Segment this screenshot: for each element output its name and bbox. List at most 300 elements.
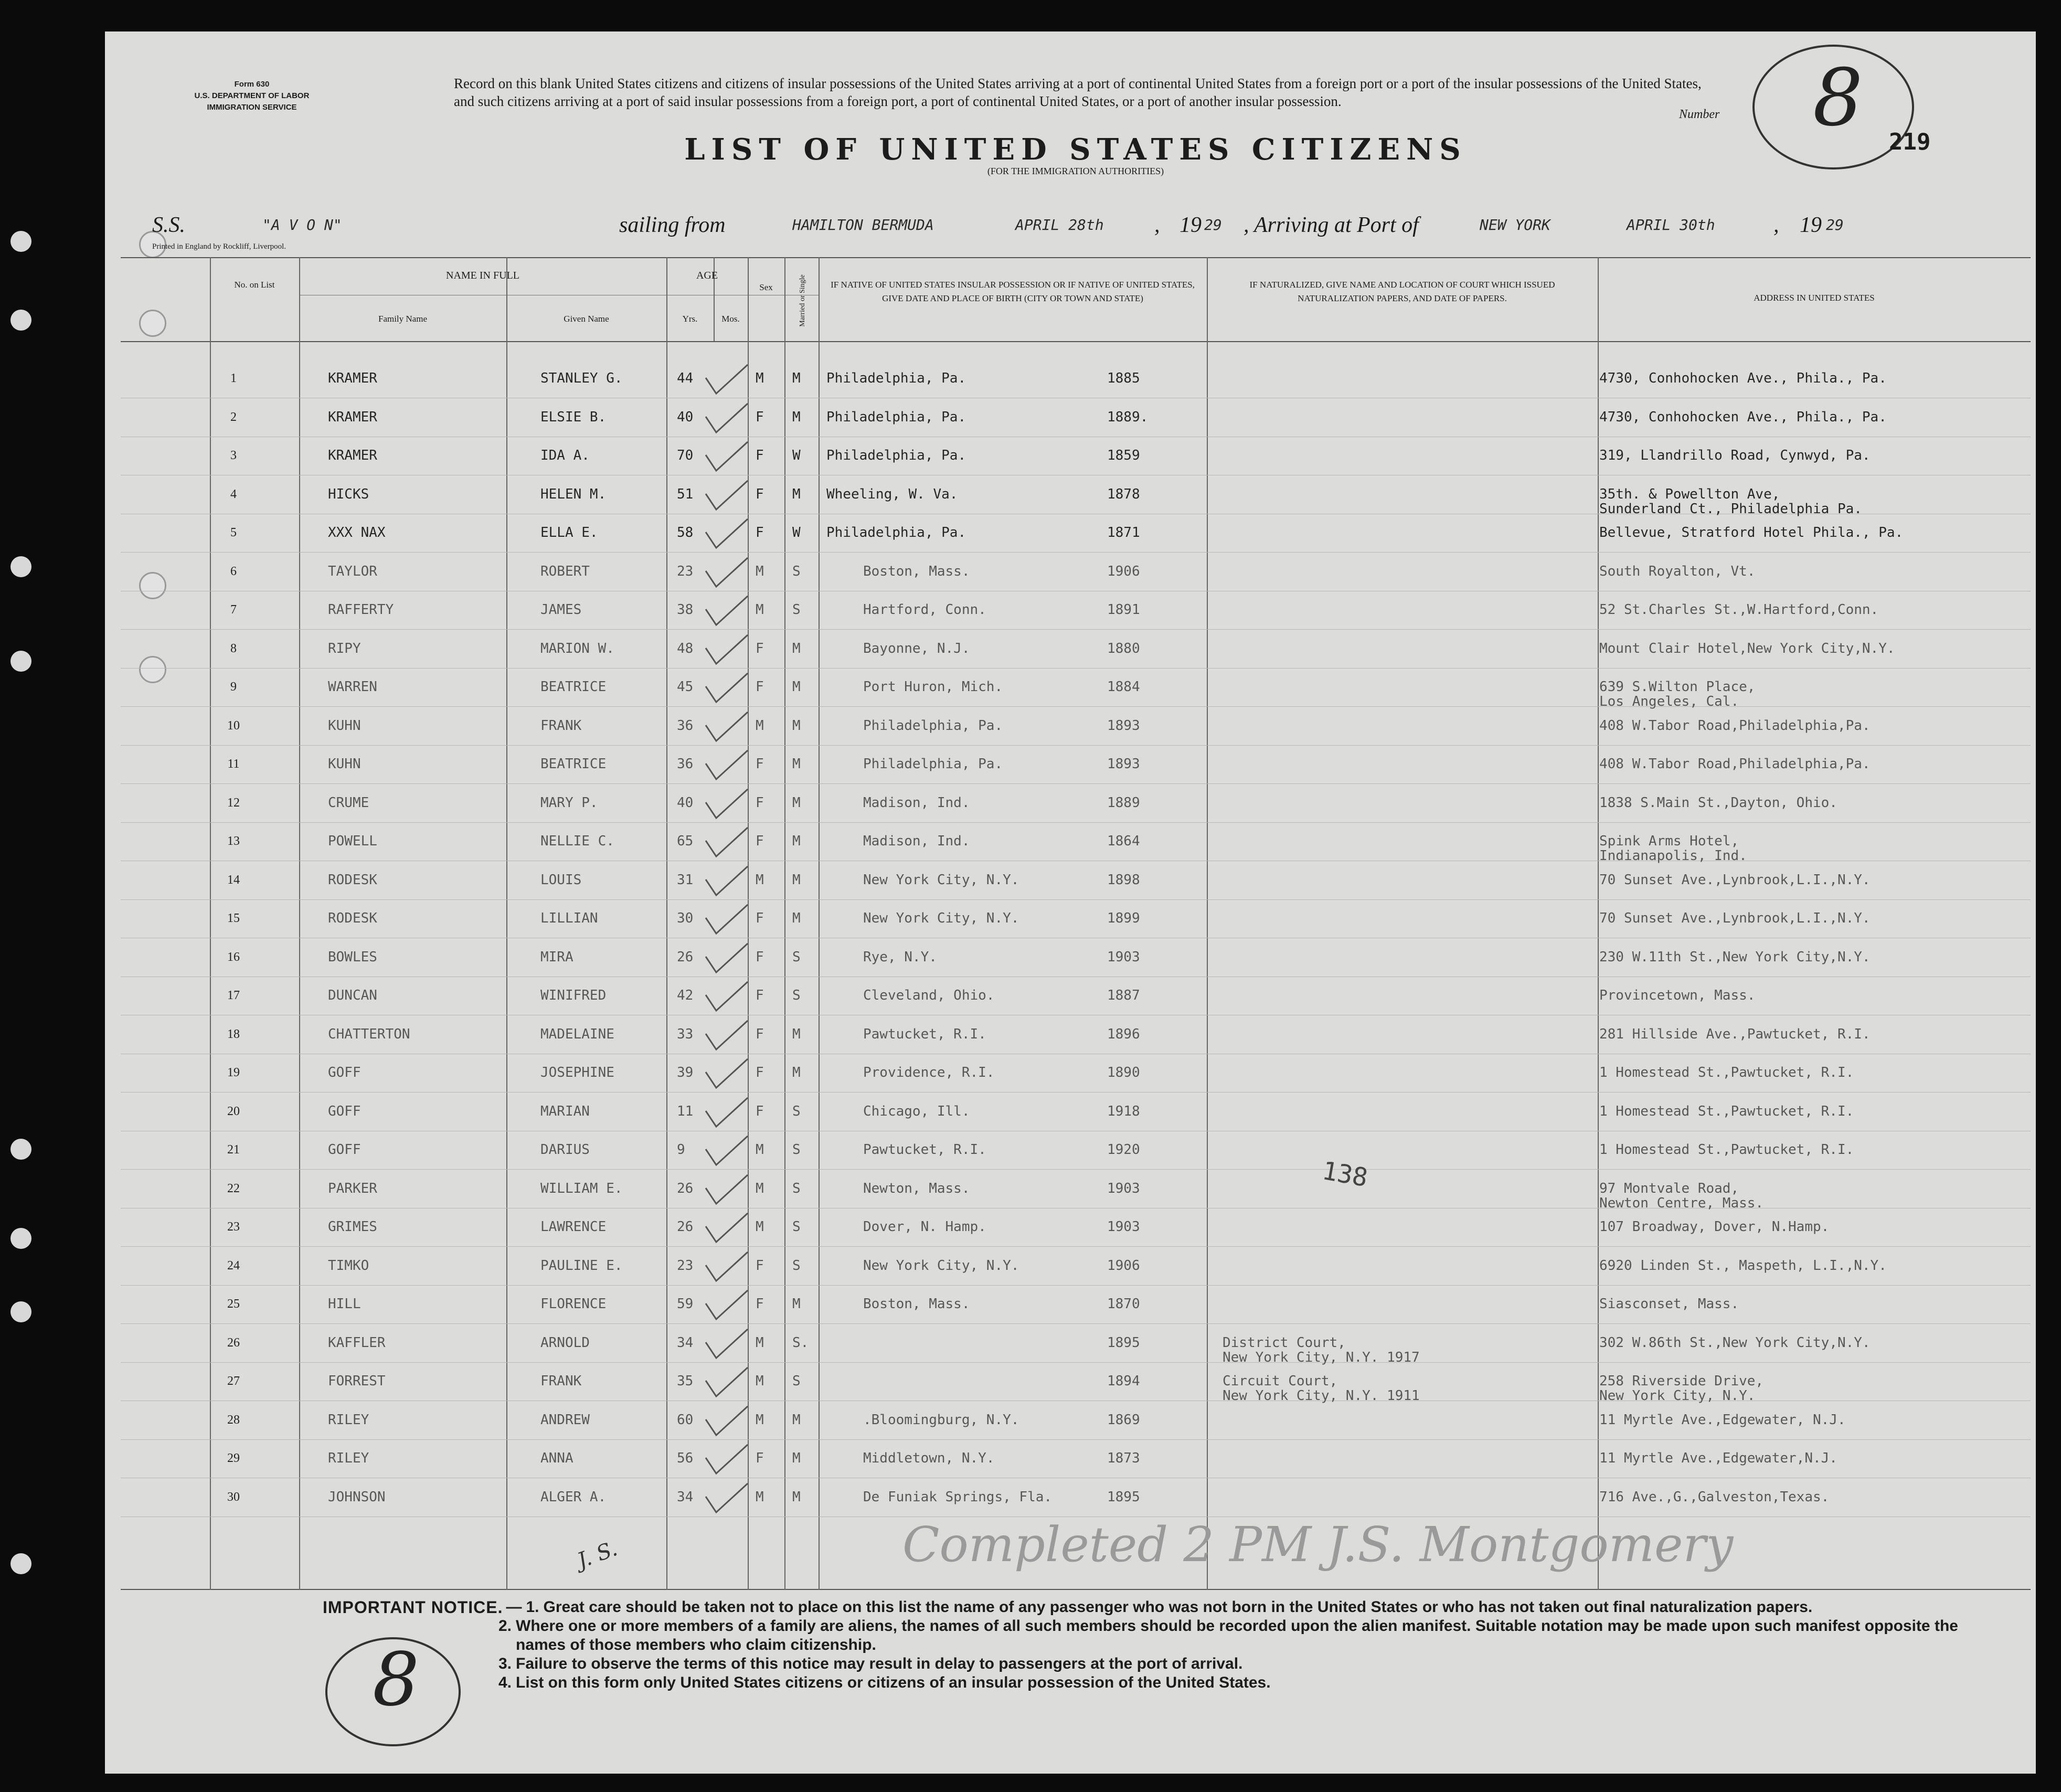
row-number: 24 <box>227 1258 240 1273</box>
address: Siasconset, Mass. <box>1599 1296 1739 1312</box>
birth-place: Philadelphia, Pa. <box>826 370 966 386</box>
age: 40 <box>677 409 694 425</box>
marital-status: S <box>792 949 801 965</box>
sex: M <box>756 563 764 579</box>
birth-year: 1903 <box>1107 1219 1140 1235</box>
sex: M <box>756 1334 764 1351</box>
address-line-2: Sunderland Ct., Philadelphia Pa. <box>1599 501 1862 517</box>
notice-item-number: 2. <box>498 1617 512 1635</box>
birth-place: Hartford, Conn. <box>863 602 986 618</box>
birth-year: 1918 <box>1107 1103 1140 1119</box>
birth-place: Wheeling, W. Va. <box>826 486 958 502</box>
comma-separator: , <box>1773 213 1779 237</box>
binding-hole-icon <box>10 1553 31 1574</box>
marital-status: S <box>792 1180 801 1196</box>
marital-status: S <box>792 1257 801 1274</box>
page-subtitle: (FOR THE IMMIGRATION AUTHORITIES) <box>987 166 1164 176</box>
birth-place: Rye, N.Y. <box>863 949 937 965</box>
header-address: ADDRESS IN UNITED STATES <box>1754 293 1875 303</box>
sex: F <box>756 833 764 849</box>
naturalization-court-line-2: New York City, N.Y. 1911 <box>1223 1388 1420 1404</box>
birth-year: 1899 <box>1107 910 1140 926</box>
sex: F <box>756 988 764 1003</box>
birth-year: 1859 <box>1107 448 1140 463</box>
handwritten-initial: J. S. <box>574 1536 621 1573</box>
address: 70 Sunset Ave.,Lynbrook,L.I.,N.Y. <box>1599 872 1871 888</box>
sex: F <box>756 486 764 502</box>
address: 1 Homestead St.,Pawtucket, R.I. <box>1599 1065 1854 1080</box>
given-name: ROBERT <box>540 563 590 579</box>
given-name: FRANK <box>540 1373 582 1389</box>
sex: M <box>756 717 764 734</box>
row-number: 9 <box>230 680 237 694</box>
marital-status: M <box>792 1412 801 1428</box>
family-name: GOFF <box>328 1065 361 1080</box>
binding-hole-icon <box>10 1228 31 1249</box>
birth-place: .Bloomingburg, N.Y. <box>863 1412 1019 1428</box>
birth-year: 1890 <box>1107 1065 1140 1080</box>
sex: M <box>756 872 764 888</box>
given-name: FRANK <box>540 717 582 734</box>
birth-year: 1893 <box>1107 717 1140 734</box>
check-mark-icon <box>703 478 750 515</box>
age: 58 <box>677 525 694 540</box>
address: 408 W.Tabor Road,Philadelphia,Pa. <box>1599 717 1871 734</box>
notice-item-text: Where one or more members of a family are aliens, the names of all such members should be recorded upon the alien manifest. Suitable notation may be made upon such manifest opposite the names of those members who claim citizenship. <box>516 1617 1958 1653</box>
birth-place: Boston, Mass. <box>863 1296 970 1312</box>
notice-item <box>323 1598 1965 1617</box>
address: 1 Homestead St.,Pawtucket, R.I. <box>1599 1142 1854 1158</box>
binding-hole-icon <box>10 651 31 672</box>
notice-item-number: 1. <box>526 1598 539 1616</box>
age: 70 <box>677 448 694 463</box>
row-number: 17 <box>227 989 240 1002</box>
address: 408 W.Tabor Road,Philadelphia,Pa. <box>1599 756 1871 772</box>
check-mark-icon <box>703 825 750 862</box>
record-instructions: Record on this blank United States citizens and citizens of insular possessions of the United States arriving at a port of continental United States from a foreign port or a port of the insular possessions of the United States, and such citizens arriving at a port of said insular possessions from a foreign port, a port of continental United States, or a port of another insular possession. <box>454 76 1702 109</box>
birth-year: 1887 <box>1107 988 1140 1003</box>
marital-status: M <box>792 1489 801 1505</box>
row-number: 12 <box>227 796 240 810</box>
check-mark-icon <box>703 401 750 438</box>
check-mark-icon <box>703 1056 750 1093</box>
header-birthplace: IF NATIVE OF UNITED STATES INSULAR POSSESSION OR IF NATIVE OF UNITED STATES, GIVE DATE AND PLACE OF BIRTH (CITY OR TOWN AND STATE) <box>831 280 1195 303</box>
address: 230 W.11th St.,New York City,N.Y. <box>1599 949 1871 965</box>
address: 11 Myrtle Ave.,Edgewater, N.J. <box>1599 1412 1846 1428</box>
column-divider <box>299 257 300 1590</box>
marital-status: M <box>792 872 801 888</box>
given-name: PAULINE E. <box>540 1257 623 1274</box>
age: 34 <box>677 1334 694 1351</box>
row-rule <box>121 668 2031 669</box>
row-rule <box>121 706 2031 707</box>
check-mark-icon <box>703 1133 750 1170</box>
birth-place: New York City, N.Y. <box>863 910 1019 926</box>
row-number: 8 <box>230 641 237 655</box>
birth-year: 1906 <box>1107 1257 1140 1274</box>
year-from: 29 <box>1204 216 1222 234</box>
row-rule <box>121 1092 2031 1093</box>
family-name: HILL <box>328 1296 361 1312</box>
age: 38 <box>677 602 694 618</box>
birth-year: 1869 <box>1107 1412 1140 1428</box>
given-name: NELLIE C. <box>540 833 614 849</box>
sex: M <box>756 1412 764 1428</box>
marital-status: M <box>792 486 801 502</box>
check-mark-icon <box>703 979 750 1016</box>
birth-place: Pawtucket, R.I. <box>863 1026 986 1042</box>
header-naturalized: IF NATURALIZED, GIVE NAME AND LOCATION OF COURT WHICH ISSUED NATURALIZATION PAPERS, AND DATE OF PAPERS. <box>1249 280 1555 303</box>
sex: F <box>756 1257 764 1274</box>
row-number: 13 <box>227 834 240 848</box>
address: Spink Arms Hotel, <box>1599 833 1739 849</box>
birth-place: Dover, N. Hamp. <box>863 1219 986 1235</box>
header-given-name: Given Name <box>564 314 609 324</box>
address: 1838 S.Main St.,Dayton, Ohio. <box>1599 794 1837 811</box>
family-name: KRAMER <box>328 448 377 463</box>
row-number: 15 <box>227 911 240 925</box>
family-name: BOWLES <box>328 949 377 965</box>
family-name: FORREST <box>328 1373 386 1389</box>
printer-credit: Printed in England by Rockliff, Liverpool. <box>152 242 286 251</box>
row-number: 20 <box>227 1104 240 1118</box>
birth-year: 1906 <box>1107 563 1140 579</box>
birth-place: Bayonne, N.J. <box>863 640 970 656</box>
binding-hole-icon <box>10 1301 31 1322</box>
notice-item-text: List on this form only United States citizens or citizens of an insular possession of the United States. <box>516 1674 1271 1691</box>
family-name: CRUME <box>328 794 369 811</box>
given-name: FLORENCE <box>540 1296 607 1312</box>
birth-year: 1894 <box>1107 1373 1140 1389</box>
birth-year: 1870 <box>1107 1296 1140 1312</box>
birth-place: Philadelphia, Pa. <box>826 409 966 425</box>
row-number: 29 <box>227 1451 240 1465</box>
naturalization-court: District Court, <box>1223 1334 1346 1351</box>
notice-item-number: 3. <box>498 1655 512 1672</box>
row-rule <box>121 1169 2031 1170</box>
sex: M <box>756 1142 764 1158</box>
sex: M <box>756 370 764 386</box>
family-name: DUNCAN <box>328 988 377 1003</box>
check-mark-icon <box>703 709 750 746</box>
birth-year: 1895 <box>1107 1489 1140 1505</box>
given-name: LOUIS <box>540 872 582 888</box>
age: 33 <box>677 1026 694 1042</box>
sex: F <box>756 949 764 965</box>
sex: F <box>756 794 764 811</box>
birth-place: Boston, Mass. <box>863 563 970 579</box>
header-age: AGE <box>696 270 718 281</box>
marital-status: M <box>792 794 801 811</box>
check-mark-icon <box>703 1095 750 1132</box>
notice-item <box>323 1673 1965 1692</box>
ss-label: S.S. <box>152 213 185 237</box>
birth-year: 1878 <box>1107 486 1140 502</box>
marital-status: S <box>792 563 801 579</box>
check-mark-icon <box>703 1211 750 1247</box>
address: 281 Hillside Ave.,Pawtucket, R.I. <box>1599 1026 1871 1042</box>
marital-status: S <box>792 988 801 1003</box>
birth-place: New York City, N.Y. <box>863 1257 1019 1274</box>
age: 60 <box>677 1412 694 1428</box>
family-name: KUHN <box>328 717 361 734</box>
row-rule <box>121 629 2031 630</box>
sex: M <box>756 602 764 618</box>
sex: F <box>756 525 764 540</box>
address: 258 Riverside Drive, <box>1599 1373 1764 1389</box>
address: 716 Ave.,G.,Galveston,Texas. <box>1599 1489 1830 1505</box>
row-rule <box>121 1362 2031 1363</box>
birth-place: Providence, R.I. <box>863 1065 995 1080</box>
row-rule <box>121 1246 2031 1247</box>
address: South Royalton, Vt. <box>1599 563 1756 579</box>
birth-year: 1903 <box>1107 949 1140 965</box>
check-mark-icon <box>703 439 750 476</box>
birth-year: 1885 <box>1107 370 1140 386</box>
address: 107 Broadway, Dover, N.Hamp. <box>1599 1219 1830 1235</box>
address: 302 W.86th St.,New York City,N.Y. <box>1599 1334 1871 1351</box>
marital-status: M <box>792 679 801 695</box>
birth-place: Port Huron, Mich. <box>863 679 1003 695</box>
address: 6920 Linden St., Maspeth, L.I.,N.Y. <box>1599 1257 1887 1274</box>
check-mark-icon <box>703 748 750 784</box>
age: 39 <box>677 1065 694 1080</box>
birth-year: 1864 <box>1107 833 1140 849</box>
marital-status: M <box>792 1296 801 1312</box>
family-name: KRAMER <box>328 409 377 425</box>
header-sex: Sex <box>759 282 773 292</box>
check-mark-icon <box>703 902 750 939</box>
sex: F <box>756 756 764 772</box>
given-name: MARIAN <box>540 1103 590 1119</box>
birth-year: 1873 <box>1107 1450 1140 1466</box>
check-mark-icon <box>703 787 750 823</box>
row-number: 30 <box>227 1490 240 1504</box>
column-divider <box>1598 257 1599 1590</box>
check-mark-icon <box>703 864 750 900</box>
service-name: IMMIGRATION SERVICE <box>207 103 297 112</box>
notice-dash: — <box>506 1598 522 1616</box>
sex: M <box>756 1180 764 1196</box>
given-name: ANDREW <box>540 1412 590 1428</box>
birth-year: 1871 <box>1107 525 1140 540</box>
address: 97 Montvale Road, <box>1599 1180 1739 1196</box>
row-rule <box>121 552 2031 553</box>
birth-year: 1891 <box>1107 602 1140 618</box>
table-bottom-border <box>121 1589 2031 1590</box>
column-divider <box>506 257 507 1590</box>
header-married-single: Married or Single <box>799 274 806 327</box>
row-number: 6 <box>230 564 237 578</box>
address: 11 Myrtle Ave.,Edgewater,N.J. <box>1599 1450 1837 1466</box>
birth-place: Madison, Ind. <box>863 794 970 811</box>
family-name: POWELL <box>328 833 377 849</box>
row-rule <box>121 1439 2031 1440</box>
port-from: HAMILTON BERMUDA <box>792 216 934 234</box>
row-number: 5 <box>230 526 237 539</box>
family-name: KRAMER <box>328 370 377 386</box>
birth-year: 1880 <box>1107 640 1140 656</box>
header-family-name: Family Name <box>378 314 427 324</box>
comma-separator: , <box>1154 213 1160 237</box>
check-mark-icon <box>703 1327 750 1363</box>
given-name: IDA A. <box>540 448 590 463</box>
marital-status: M <box>792 833 801 849</box>
address-line-2: Los Angeles, Cal. <box>1599 694 1739 709</box>
sex: F <box>756 1026 764 1042</box>
binding-hole-icon <box>10 556 31 577</box>
family-name: TIMKO <box>328 1257 369 1274</box>
check-mark-icon <box>703 1288 750 1324</box>
birth-year: 1889 <box>1107 794 1140 811</box>
row-number: 18 <box>227 1027 240 1041</box>
row-number: 14 <box>227 873 240 887</box>
address: 52 St.Charles St.,W.Hartford,Conn. <box>1599 602 1879 618</box>
handwritten-list-number: 8 <box>1813 52 1863 144</box>
birth-place: New York City, N.Y. <box>863 872 1019 888</box>
binding-hole-icon <box>10 231 31 252</box>
marital-status: S <box>792 1142 801 1158</box>
family-name: RILEY <box>328 1412 369 1428</box>
address-line-2: New York City, N.Y. <box>1599 1388 1756 1404</box>
age: 23 <box>677 563 694 579</box>
given-name: JAMES <box>540 602 582 618</box>
notice-item-text: Failure to observe the terms of this notice may result in delay to passengers at the port of arrival. <box>516 1655 1243 1672</box>
check-mark-icon <box>703 632 750 669</box>
birth-place: Philadelphia, Pa. <box>863 756 1003 772</box>
marital-status: S <box>792 602 801 618</box>
given-name: BEATRICE <box>540 756 607 772</box>
marital-status: M <box>792 409 801 425</box>
form-number: Form 630 <box>234 80 270 89</box>
address: 4730, Conhohocken Ave., Phila., Pa. <box>1599 409 1887 425</box>
check-mark-icon <box>703 593 750 630</box>
check-mark-icon <box>703 555 750 592</box>
check-mark-icon <box>703 1442 750 1479</box>
family-name: CHATTERTON <box>328 1026 410 1042</box>
header-years: Yrs. <box>682 314 698 324</box>
given-name: WILLIAM E. <box>540 1180 623 1196</box>
year-to: 29 <box>1826 216 1844 234</box>
given-name: ELLA E. <box>540 525 598 540</box>
sex: M <box>756 1219 764 1235</box>
comma-separator: , <box>1244 213 1249 237</box>
marital-status: W <box>792 448 801 463</box>
sex: F <box>756 910 764 926</box>
family-name: GOFF <box>328 1142 361 1158</box>
age: 36 <box>677 756 694 772</box>
row-number: 16 <box>227 950 240 964</box>
passenger-table <box>121 257 2031 1590</box>
row-number: 28 <box>227 1413 240 1427</box>
date-to: APRIL 30th <box>1627 216 1715 234</box>
age: 26 <box>677 1219 694 1235</box>
page-title: LIST OF UNITED STATES CITIZENS <box>684 132 1467 167</box>
form-identifier <box>142 79 362 113</box>
binding-spine <box>0 0 105 1792</box>
birth-year: 1920 <box>1107 1142 1140 1158</box>
row-number: 19 <box>227 1066 240 1079</box>
address: Bellevue, Stratford Hotel Phila., Pa. <box>1599 525 1904 540</box>
header-no-on-list: No. on List <box>234 280 275 290</box>
age: 56 <box>677 1450 694 1466</box>
address: Provincetown, Mass. <box>1599 988 1756 1003</box>
address-line-2: Newton Centre, Mass. <box>1599 1195 1764 1211</box>
printed-list-number: 219 <box>1889 129 1931 155</box>
check-mark-icon <box>703 1018 750 1055</box>
given-name: WINIFRED <box>540 988 607 1003</box>
binding-hole-icon <box>10 310 31 331</box>
check-mark-icon <box>703 1481 750 1518</box>
age: 45 <box>677 679 694 695</box>
row-number: 3 <box>230 449 237 462</box>
given-name: MARY P. <box>540 794 598 811</box>
marital-status: M <box>792 756 801 772</box>
birth-place: Philadelphia, Pa. <box>826 525 966 540</box>
naturalization-court-line-2: New York City, N.Y. 1917 <box>1223 1349 1420 1365</box>
birth-place: Newton, Mass. <box>863 1180 970 1196</box>
check-mark-icon <box>703 671 750 707</box>
row-rule <box>121 783 2031 784</box>
given-name: JOSEPHINE <box>540 1065 614 1080</box>
ship-name: "A V O N" <box>262 216 342 234</box>
notice-item-text: Great care should be taken not to place on this list the name of any passenger who was not born in the United States or who has not taken out final naturalization papers. <box>543 1598 1813 1616</box>
marital-status: M <box>792 1450 801 1466</box>
row-number: 1 <box>230 372 237 385</box>
family-name: RAFFERTY <box>328 602 394 618</box>
age: 42 <box>677 988 694 1003</box>
given-name: MARION W. <box>540 640 614 656</box>
address-line-2: Indianapolis, Ind. <box>1599 848 1747 864</box>
age: 35 <box>677 1373 694 1389</box>
row-number: 22 <box>227 1181 240 1195</box>
given-name: STANLEY G. <box>540 370 623 386</box>
check-mark-icon <box>703 1172 750 1209</box>
given-name: HELEN M. <box>540 486 607 502</box>
row-number: 10 <box>227 718 240 733</box>
address: 4730, Conhohocken Ave., Phila., Pa. <box>1599 370 1887 386</box>
marital-status: M <box>792 640 801 656</box>
family-name: JOHNSON <box>328 1489 386 1505</box>
row-number: 25 <box>227 1297 240 1311</box>
table-top-border <box>121 257 2031 258</box>
row-number: 7 <box>230 603 237 617</box>
sex: F <box>756 1296 764 1312</box>
sex: M <box>756 1373 764 1389</box>
sex: F <box>756 1450 764 1466</box>
birth-year: 1896 <box>1107 1026 1140 1042</box>
naturalization-court: Circuit Court, <box>1223 1373 1338 1389</box>
handwritten-completion-note: Completed 2 PM J.S. Montgomery <box>902 1517 1734 1573</box>
address: 639 S.Wilton Place, <box>1599 679 1756 695</box>
address: 319, Llandrillo Road, Cynwyd, Pa. <box>1599 448 1871 463</box>
column-divider <box>784 257 785 1590</box>
birth-year: 1903 <box>1107 1180 1140 1196</box>
marital-status: S <box>792 1373 801 1389</box>
family-name: WARREN <box>328 679 377 695</box>
row-number: 11 <box>227 757 240 771</box>
row-rule <box>121 1285 2031 1286</box>
column-divider <box>210 257 211 1590</box>
row-number: 2 <box>230 410 237 424</box>
header-name-in-full: NAME IN FULL <box>446 270 519 281</box>
address: 1 Homestead St.,Pawtucket, R.I. <box>1599 1103 1854 1119</box>
given-name: ELSIE B. <box>540 409 607 425</box>
table-header-border <box>121 341 2031 342</box>
birth-place: Chicago, Ill. <box>863 1103 970 1119</box>
family-name: KAFFLER <box>328 1334 386 1351</box>
family-name: RODESK <box>328 910 377 926</box>
